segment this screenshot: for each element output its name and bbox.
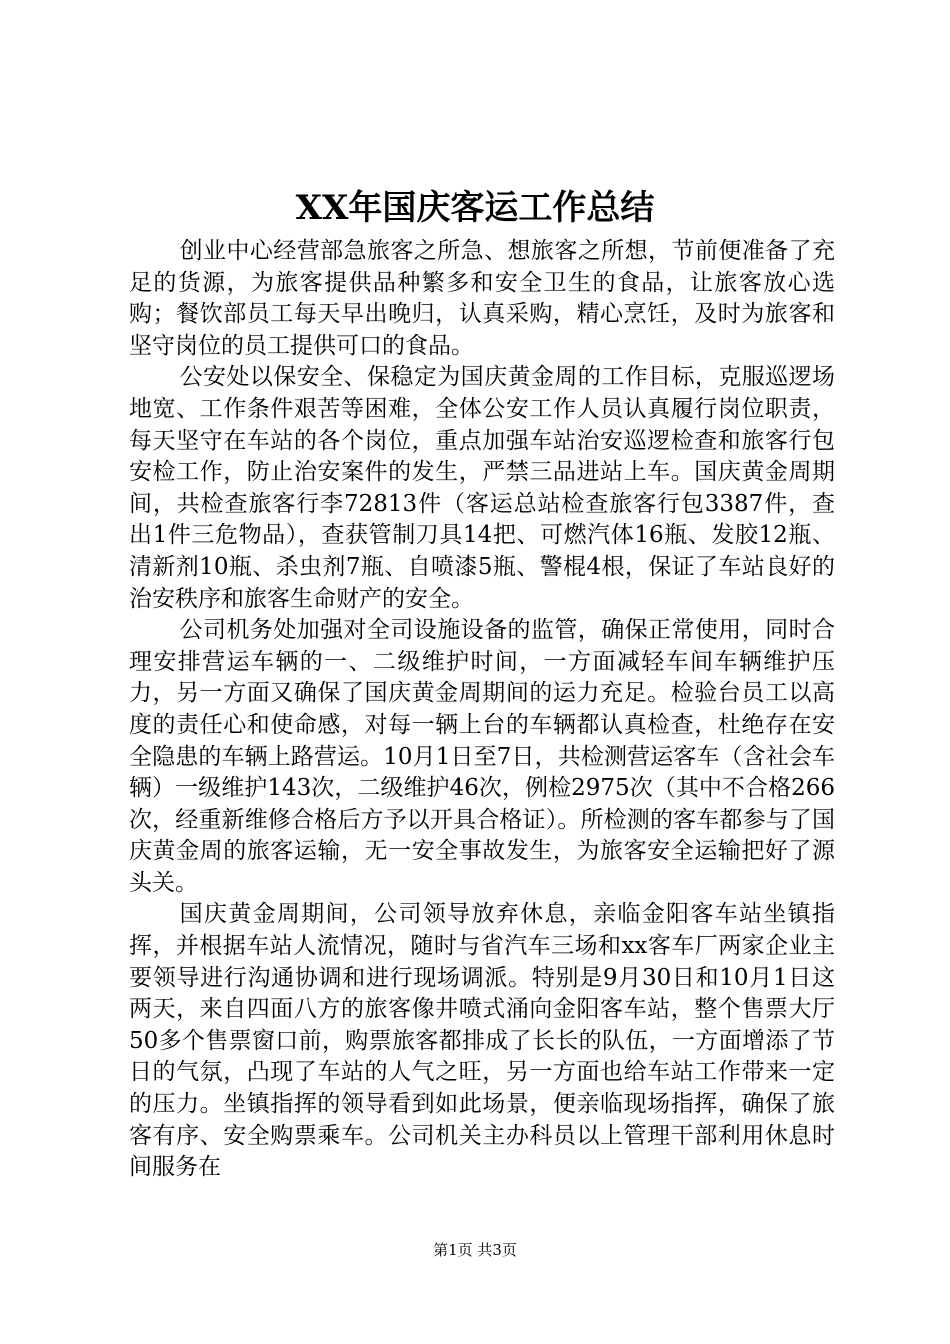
document-title: XX年国庆客运工作总结 (295, 188, 655, 228)
paragraph-4: 国庆黄金周期间，公司领导放弃休息，亲临金阳客车站坐镇指挥，并根据车站人流情况，随时与省汽车三场和xx客车厂两家企业主要领导进行沟通协调和进行现场调派。特别是9月30日和10月1日这两天，来自四面八方的旅客像井喷式涌向金阳客车站，整个售票大厅50多个售票窗口前，购票旅客都排成了长长的队伍，一方面增添了节日的气氛，凸现了车站的人气之旺，另一方面也给车站工作带来一定的压力。坐镇指挥的领导看到如此场景，便亲临现场指挥，确保了旅客有序、安全购票乘车。公司机关主办科员以上管理干部利用休息时间服务在 (129, 901, 835, 1181)
paragraph-1: 创业中心经营部急旅客之所急、想旅客之所想，节前便准备了充足的货源，为旅客提供品种繁多和安全卫生的食品，让旅客放心选购；餐饮部员工每天早出晚归，认真采购，精心烹饪，及时为旅客和坚守岗位的员工提供可口的食品。 (129, 238, 835, 359)
document-body (129, 236, 835, 1184)
paragraph-3: 公司机务处加强对全司设施设备的监管，确保正常使用，同时合理安排营运车辆的一、二级维护时间，一方面减轻车间车辆维护压力，另一方面又确保了国庆黄金周期间的运力充足。检验台员工以高度的责任心和使命感，对每一辆上台的车辆都认真检查，杜绝存在安全隐患的车辆上路营运。10月1日至7日，共检测营运客车（含社会车辆）一级维护143次，二级维护46次，例检2975次（其中不合格266次，经重新维修合格后方予以开具合格证）。所检测的客车都参与了国庆黄金周的旅客运输，无一安全事故发生，为旅客安全运输把好了源头关。 (129, 617, 835, 896)
paragraph-2: 公安处以保安全、保稳定为国庆黄金周的工作目标，克服巡逻场地宽、工作条件艰苦等困难，全体公安工作人员认真履行岗位职责，每天坚守在车站的各个岗位，重点加强车站治安巡逻检查和旅客行包安检工作，防止治安案件的发生，严禁三品进站上车。国庆黄金周期间，共检查旅客行李72813件（客运总站检查旅客行包3387件，查出1件三危物品），查获管制刀具14把、可燃汽体16瓶、发胶12瓶、清新剂10瓶、杀虫剂7瓶、自喷漆5瓶、警棍4根，保证了车站良好的治安秩序和旅客生命财产的安全。 (129, 364, 835, 612)
page-footer: 第1页 共3页 (433, 1241, 517, 1259)
